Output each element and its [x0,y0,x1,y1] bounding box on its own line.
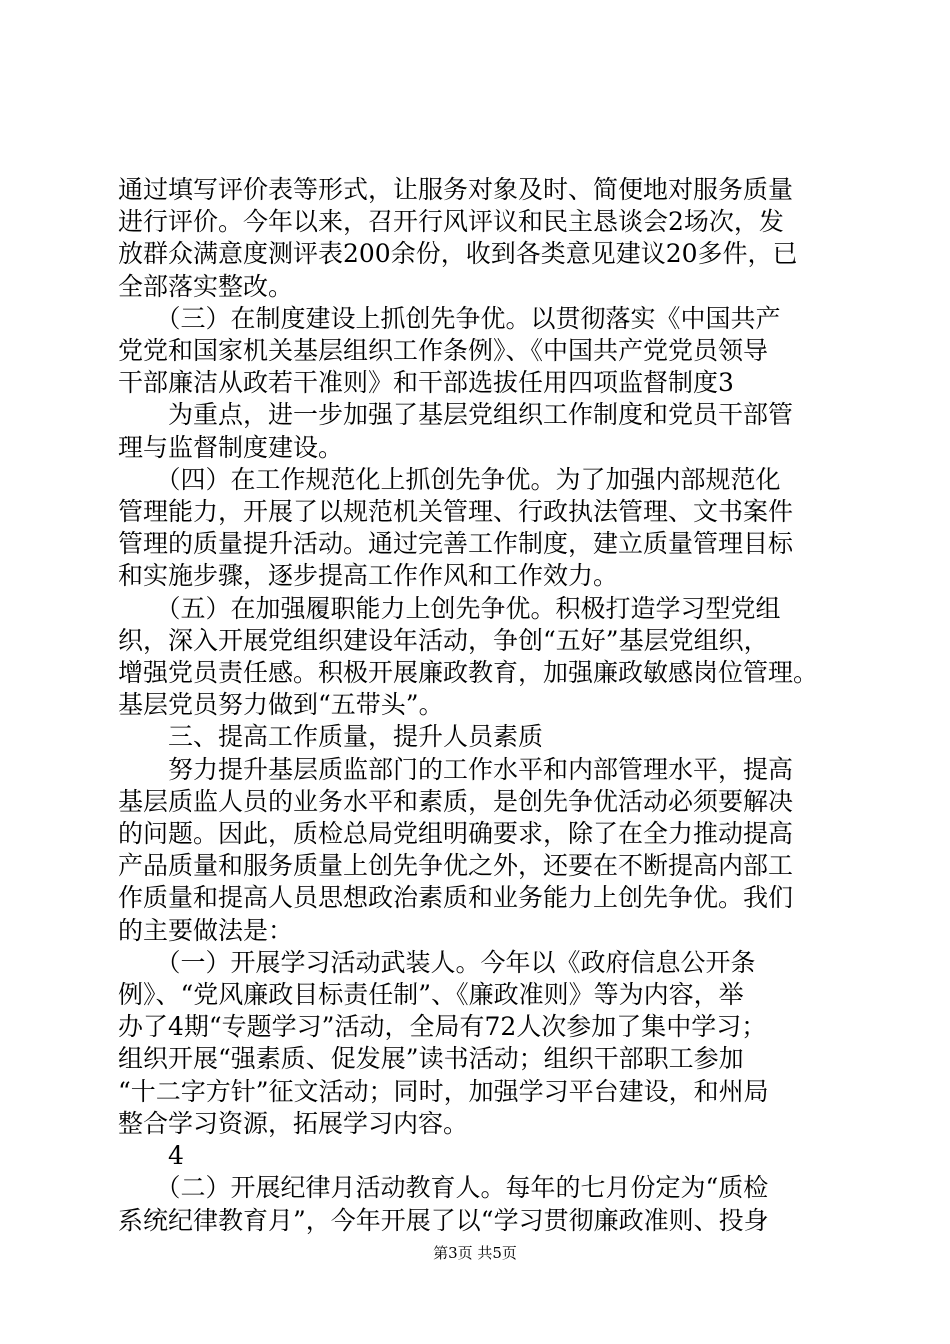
text-line: 管理能力，开展了以规范机关管理、行政执法管理、文书案件 [118,497,794,527]
text-line: 产品质量和服务质量上创先争优之外，还要在不断提高内部工 [118,851,794,881]
text-line: 理与监督制度建设。 [118,432,344,462]
text-line: 和实施步骤，逐步提高工作作风和工作效力。 [118,561,619,591]
text-line: 系统纪律教育月”，今年开展了以“学习贯彻廉政准则、投身 [118,1205,769,1235]
text-line: 织，深入开展党组织建设年活动，争创“五好”基层党组织， [118,625,769,655]
text-line: 管理的质量提升活动。通过完善工作制度，建立质量管理目标 [118,529,794,559]
text-line: 通过填写评价表等形式，让服务对象及时、简便地对服务质量 [118,175,794,204]
text-line: 作质量和提高人员思想政治素质和业务能力上创先争优。我们 [118,883,794,913]
text-line: 例》、“党风廉政目标责任制”、《廉政准则》等为内容，举 [118,980,744,1010]
text-line: 为重点，进一步加强了基层党组织工作制度和党员干部管 [118,400,794,430]
text-line: 4 [118,1141,184,1171]
text-line: （三）在制度建设上抓创先争优。以贯彻落实《中国共产 [118,303,781,333]
text-line: 放群众满意度测评表200余份，收到各类意见建议20多件，已 [118,239,798,269]
text-line: 基层质监人员的业务水平和素质，是创先争优活动必须要解决 [118,786,794,816]
text-line: 整合学习资源，拓展学习内容。 [118,1108,469,1138]
document-body [118,174,838,1237]
text-line: 的主要做法是： [118,915,294,945]
text-line: （二）开展纪律月活动教育人。每年的七月份定为“质检 [118,1173,769,1203]
text-line: 组织开展“强素质、促发展”读书活动；组织干部职工参加 [118,1044,744,1074]
text-line: （四）在工作规范化上抓创先争优。为了加强内部规范化 [118,464,781,494]
text-line: 增强党员责任感。积极开展廉政教育，加强廉政敏感岗位管理。 [118,658,819,688]
page-number-footer: 第3页 共5页 [433,1244,517,1262]
text-line: 努力提升基层质监部门的工作水平和内部管理水平，提高 [118,754,794,784]
section-heading: 三、提高工作质量，提升人员素质 [118,722,544,752]
text-line: （一）开展学习活动武装人。今年以《政府信息公开条 [118,947,756,977]
text-line: 的问题。因此，质检总局党组明确要求，除了在全力推动提高 [118,819,794,849]
text-line: 进行评价。今年以来，召开行风评议和民主恳谈会2场次，发 [118,207,784,237]
text-line: “十二字方针”征文活动；同时，加强学习平台建设，和州局 [118,1076,769,1106]
text-line: 干部廉洁从政若干准则》和干部选拔任用四项监督制度3 [118,368,734,398]
text-line: 全部落实整改。 [118,271,294,301]
text-line: （五）在加强履职能力上创先争优。积极打造学习型党组 [118,593,781,623]
text-line: 党党和国家机关基层组织工作条例》、《中国共产党党员领导 [118,336,769,366]
text-line: 办了4期“专题学习”活动，全局有72人次参加了集中学习； [118,1012,767,1042]
text-line: 基层党员努力做到“五带头”。 [118,690,444,720]
